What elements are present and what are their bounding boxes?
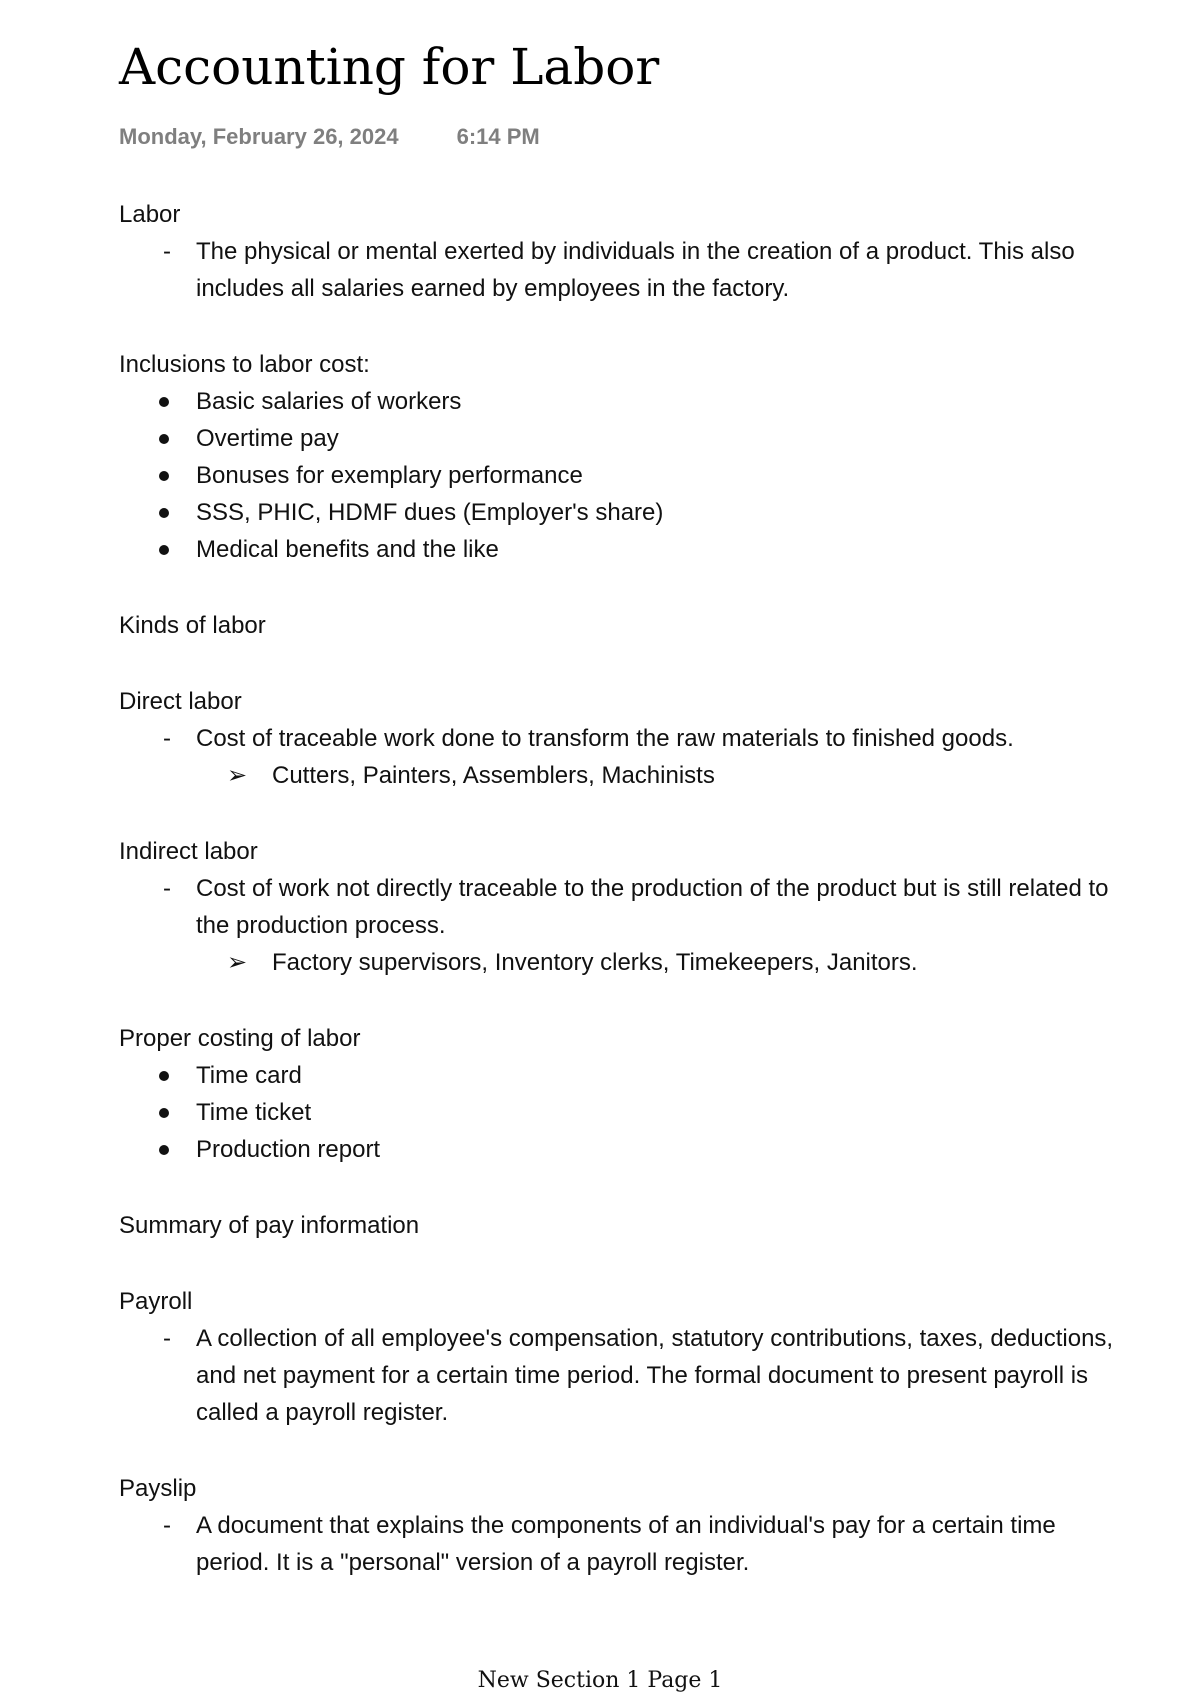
section-heading-direct-labor: Direct labor [119,688,242,715]
list-item [119,1057,1129,1094]
list-item-text: Basic salaries of workers [196,388,462,415]
list-item [119,531,1129,568]
list-item-text: Cost of traceable work done to transform the raw materials to finished goods. [196,725,1014,752]
dash-marker: - [163,1512,171,1539]
list-item [119,944,1129,981]
section-heading-proper-costing: Proper costing of labor [119,1025,361,1052]
page-timestamp [119,124,540,150]
list-item-text: Overtime pay [196,425,339,452]
list-item [119,494,1129,531]
list-item-text: Cost of work not directly traceable to the production of the product but is still related to the production process. [196,875,1109,939]
list-item [119,420,1129,457]
list-item-text: Cutters, Painters, Assemblers, Machinists [272,762,715,789]
list-item-text: SSS, PHIC, HDMF dues (Employer's share) [196,499,664,526]
labor-definition-list [119,233,1129,307]
list-item [119,720,1129,757]
list-item [119,1507,1129,1581]
spacer [119,568,1129,607]
page-time: 6:14 PM [456,124,540,149]
bullet-icon [159,508,169,518]
direct-labor-definition-list [119,720,1129,757]
dash-marker: - [163,725,171,752]
section-heading-kinds: Kinds of labor [119,612,266,639]
section-heading-labor: Labor [119,201,181,228]
indirect-labor-examples-list [119,944,1129,981]
proper-costing-list [119,1057,1129,1168]
section-heading-inclusions: Inclusions to labor cost: [119,351,370,378]
section-heading-payroll: Payroll [119,1288,193,1315]
list-item-text: Factory supervisors, Inventory clerks, Timekeepers, Janitors. [272,949,918,976]
list-item [119,1131,1129,1168]
page-date: Monday, February 26, 2024 [119,124,399,149]
bullet-icon [159,1145,169,1155]
list-item [119,1094,1129,1131]
list-item-text: A collection of all employee's compensation, statutory contributions, taxes, deductions, and net payment for a certain time period. The formal document to present payroll is called a payroll register. [196,1325,1114,1426]
indirect-labor-definition-list [119,870,1129,944]
list-item [119,1320,1129,1431]
arrow-bullet-icon: ➢ [227,762,248,789]
list-item-text: Time card [196,1062,302,1089]
list-item [119,457,1129,494]
bullet-icon [159,1071,169,1081]
spacer [119,644,1129,683]
bullet-icon [159,434,169,444]
bullet-icon [159,471,169,481]
direct-labor-examples-list [119,757,1129,794]
list-item [119,233,1129,307]
spacer [119,981,1129,1020]
list-item [119,757,1129,794]
payroll-definition-list [119,1320,1129,1431]
list-item [119,870,1129,944]
dash-marker: - [163,238,171,265]
list-item-text: Time ticket [196,1099,312,1126]
section-heading-indirect-labor: Indirect labor [119,838,258,865]
bullet-icon [159,545,169,555]
note-body [119,196,1129,1581]
dash-marker: - [163,1325,171,1352]
list-item-text: The physical or mental exerted by individuals in the creation of a product. This also includes all salaries earned by employees in the factory. [196,238,1075,302]
bullet-icon [159,397,169,407]
dash-marker: - [163,875,171,902]
list-item-text: Production report [196,1136,381,1163]
spacer [119,307,1129,346]
bullet-icon [159,1108,169,1118]
payslip-definition-list [119,1507,1129,1581]
list-item-text: A document that explains the components of an individual's pay for a certain time period. It is a "personal" version of a payroll register. [196,1512,1056,1576]
list-item [119,383,1129,420]
spacer [119,1431,1129,1470]
section-heading-payslip: Payslip [119,1475,197,1502]
spacer [119,1244,1129,1283]
inclusions-list [119,383,1129,568]
page-title: Accounting for Labor [119,38,660,96]
list-item-text: Medical benefits and the like [196,536,499,563]
arrow-bullet-icon: ➢ [227,949,248,976]
spacer [119,794,1129,833]
section-heading-summary: Summary of pay information [119,1212,420,1239]
spacer [119,1168,1129,1207]
list-item-text: Bonuses for exemplary performance [196,462,583,489]
page-footer: New Section 1 Page 1 [477,1668,723,1693]
